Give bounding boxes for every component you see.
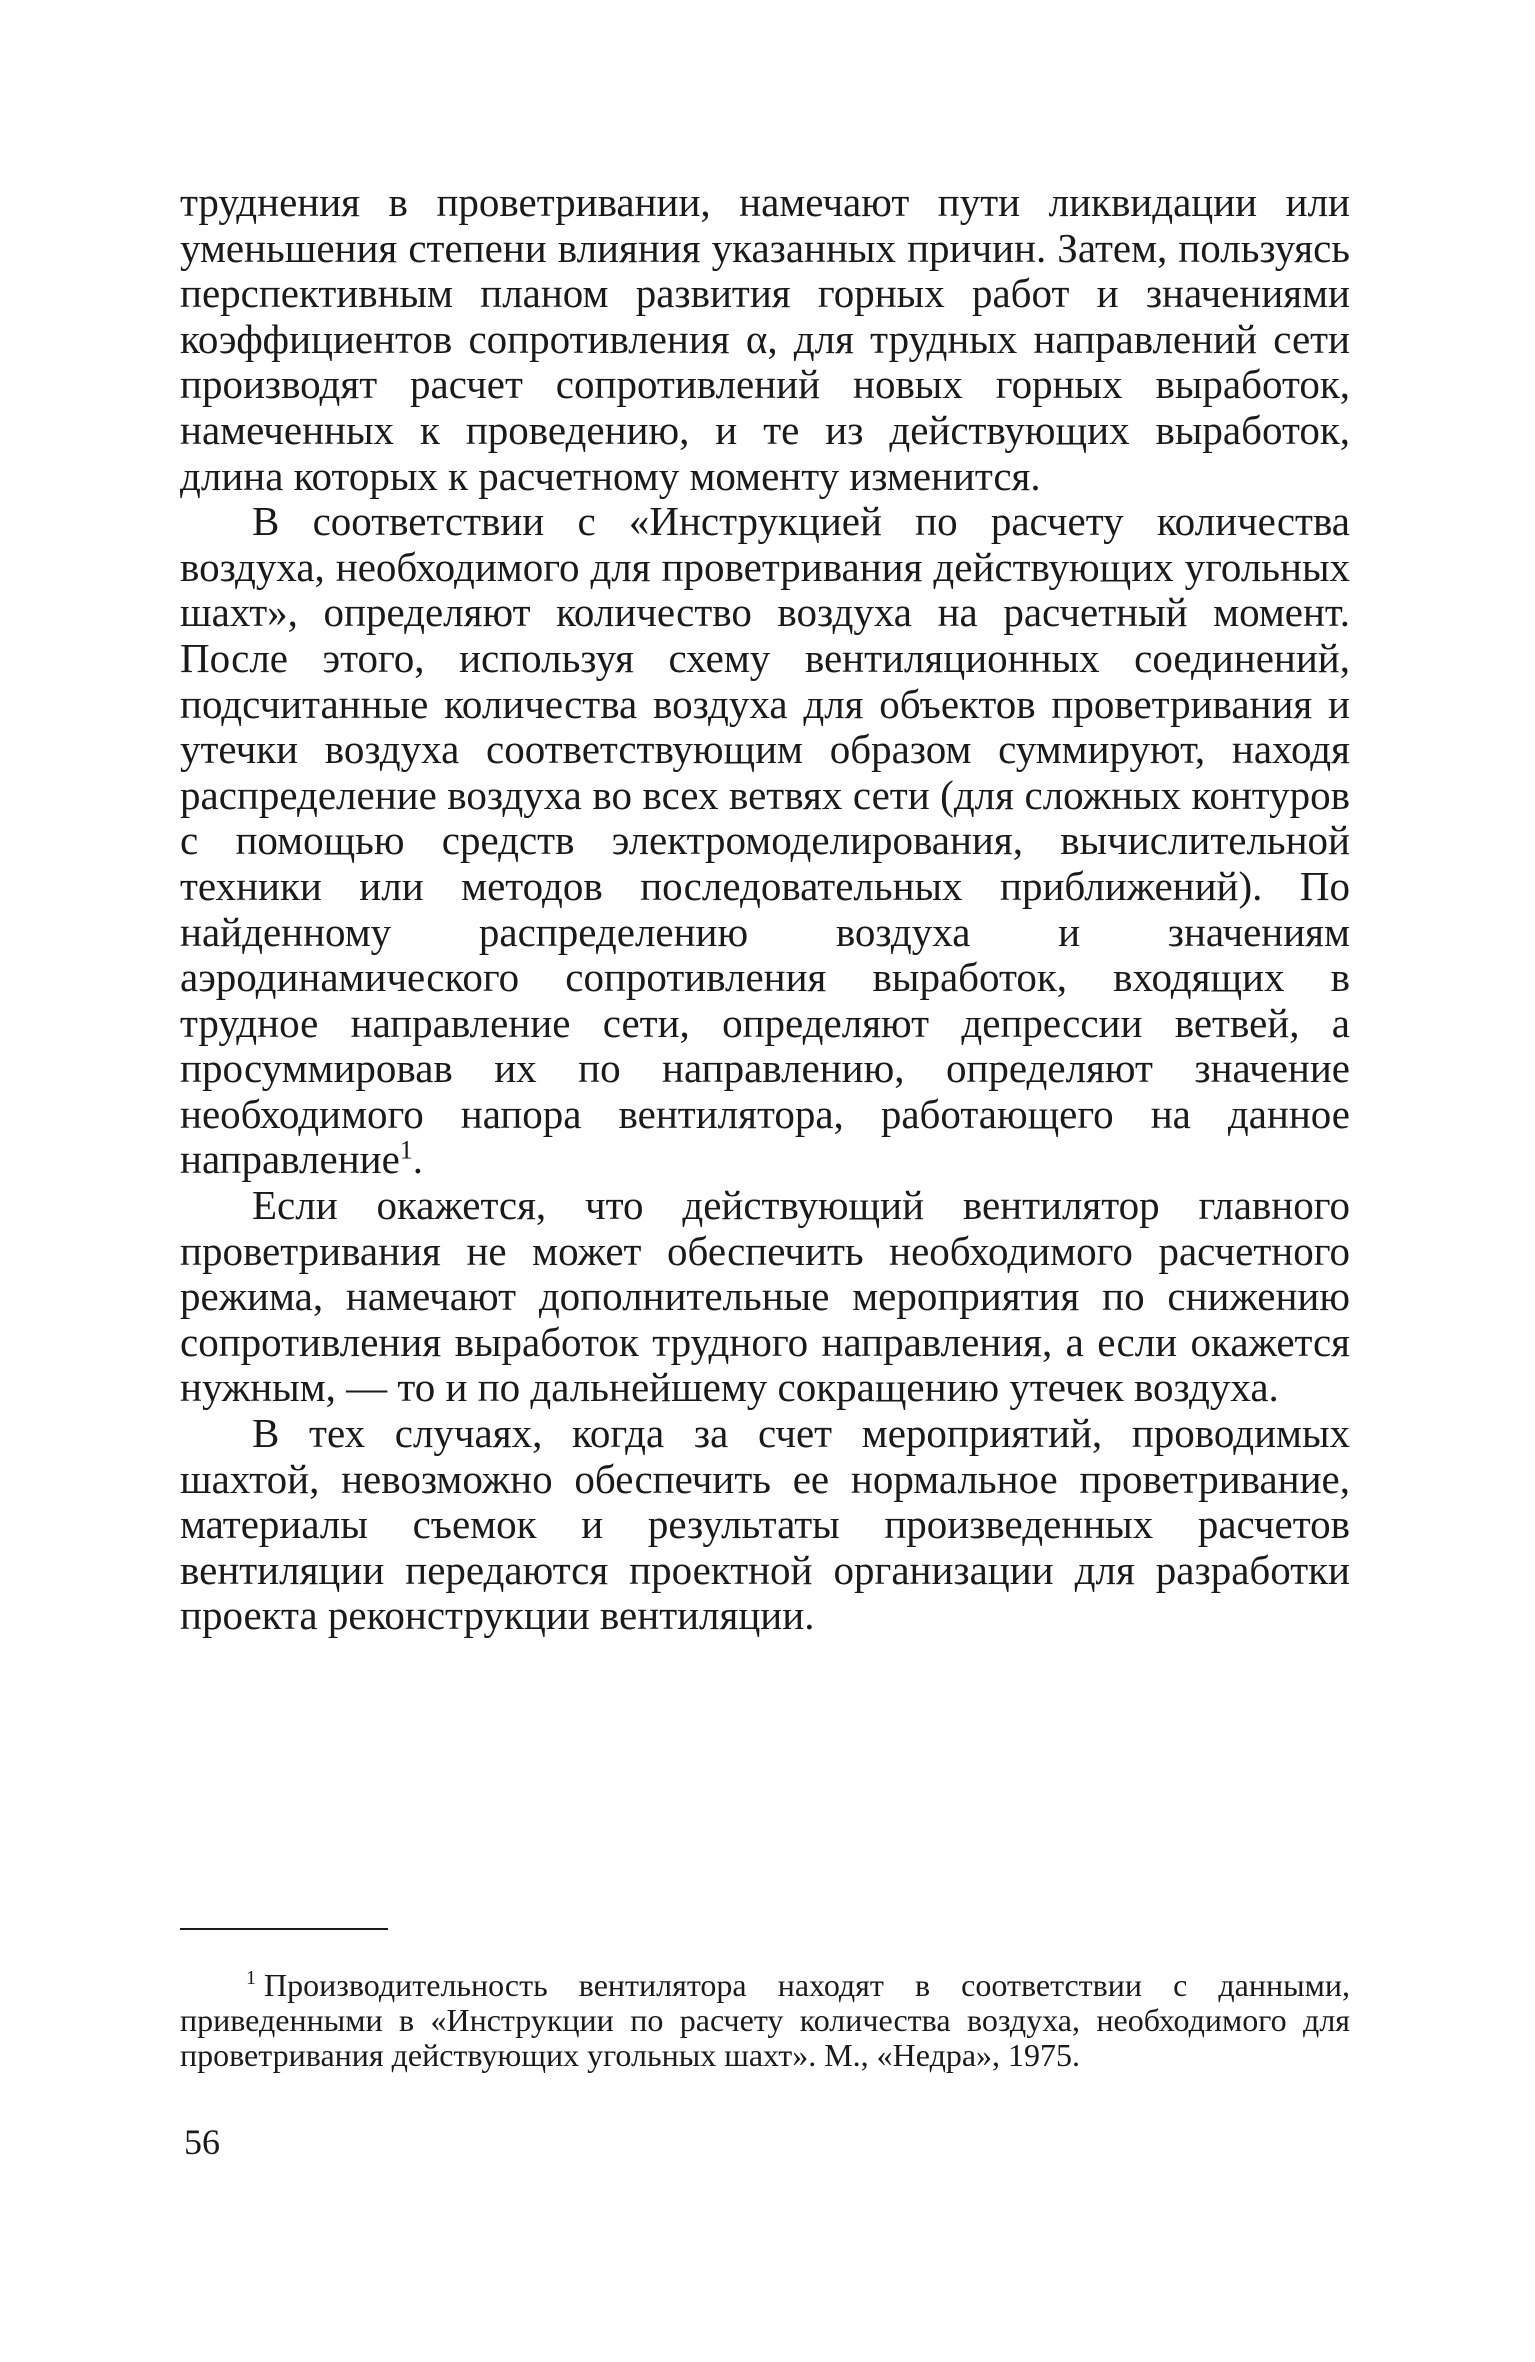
paragraph-2-text: В соответствии с «Инструкцией по расчету количества воздуха, необходимого для проветривания действующих угольных шахт», определяют количество воздуха на расчетный момент. После этого, используя схему вентиляционных соединений, подсчитанные количества воздуха для объектов проветривания и утечки воздуха соответствующим образом суммируют, находя распределение воздуха во всех ветвях сети (для сложных контуров с помощью средств электромоделирования, вычислительной техники или методов последовательных приближений). По найденному распределению воздуха и значениям аэродинамического сопротивления выработок, входящих в трудное направление сети, определяют депрессии ветвей, а просуммировав их по направлению, определяют значение необходимого напора вентилятора, работающего на данное направление: [180, 498, 1350, 1183]
page-body: [180, 180, 1350, 1639]
footnote-text: Производительность вентилятора находят в соответствии с данными, приведенными в «Инструкции по расчету количества воздуха, необходимого для проветривания действующих угольных шахт». М., «Недра», 1975.: [180, 1967, 1350, 2073]
paragraph-3: Если окажется, что действующий вентилятор главного проветривания не может обеспечить необходимого расчетного режима, намечают дополнительные мероприятия по снижению сопротивления выработок трудного направления, а если окажется нужным, — то и по дальнейшему сокращению утечек воздуха.: [180, 1182, 1350, 1411]
footnote: [180, 1968, 1350, 2073]
page-number: 56: [184, 2122, 220, 2162]
paragraph-4: В тех случаях, когда за счет мероприятий, проводимых шахтой, невозможно обеспечить ее нормальное проветривание, материалы съемок и результаты произведенных расчетов вентиляции передаются проектной организации для разработки проекта реконструкции вентиляции.: [180, 1410, 1350, 1639]
footnote-mark: 1: [246, 1967, 256, 1990]
paragraph-2: [180, 499, 1350, 1183]
footnote-reference: 1: [399, 1135, 413, 1165]
footnote-divider: [180, 1928, 388, 1930]
paragraph-1: труднения в проветривании, намечают пути ликвидации или уменьшения степени влияния указанных причин. Затем, пользуясь перспективным планом развития горных работ и значениями коэффициентов сопротивления α, для трудных направлений сети производят расчет сопротивлений новых горных выработок, намеченных к проведению, и те из действующих выработок, длина которых к расчетному моменту изменится.: [180, 179, 1350, 499]
paragraph-2-end: .: [412, 1136, 424, 1183]
